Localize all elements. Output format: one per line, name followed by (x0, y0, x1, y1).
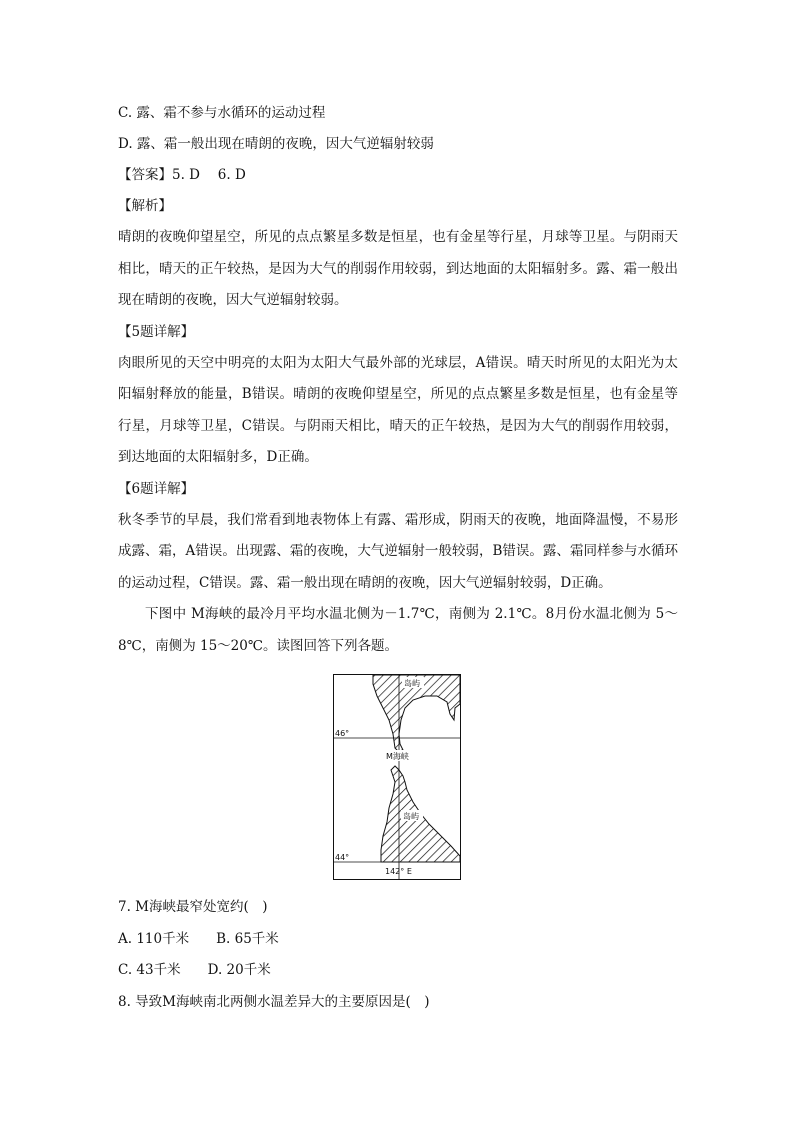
strait-map (333, 674, 461, 880)
question-7-stem: 7. M海峡最窄处宽约( ) (118, 899, 268, 915)
q6-text: 秋冬季节的早晨，我们常看到地表物体上有露、霜形成，阴雨天的夜晚，地面降温慢，不易形成露、霜，A错误。出现露、霜的夜晚，大气逆辐射一般较弱，B错误。露、霜同样参与水循环的运动过程，C错误。露、霜一般出现在晴朗的夜晚，因大气逆辐射较弱，D正确。 (118, 511, 678, 591)
option-c: C. 露、霜不参与水循环的运动过程 (118, 105, 326, 121)
intro-text: 下图中 M海峡的最冷月平均水温北侧为－1.7℃，南侧为 2.1℃。8月份水温北侧为 5～8℃，南侧为 15～20℃。读图回答下列各题。 (118, 606, 678, 654)
q7-option-a: A. 110千米 (118, 930, 190, 947)
analysis-text: 晴朗的夜晚仰望星空，所见的点点繁星多数是恒星，也有金星等行星，月球等卫星。与阴雨天相比，晴天的正午较热，是因为大气的削弱作用较弱，到达地面的太阳辐射多。露、霜一般出现在晴朗的夜晚，因大气逆辐射较弱。 (118, 229, 678, 308)
question-7-options-ab (118, 924, 678, 956)
q5-heading: 【5题详解】 (118, 323, 195, 340)
q6-heading: 【6题详解】 (118, 480, 195, 497)
label-lon-142: 142° E (385, 867, 412, 876)
analysis-heading: 【解析】 (118, 198, 172, 214)
q7-option-c: C. 43千米 (118, 962, 181, 978)
q7-option-d: D. 20千米 (207, 962, 271, 978)
label-lat-46: 46° (335, 729, 350, 738)
label-lat-44: 44° (335, 853, 350, 862)
question-7-options-cd (118, 955, 678, 987)
document-page (118, 98, 678, 1018)
map-figure (0, 674, 794, 884)
question-8-stem: 8. 导致M海峡南北两侧水温差异大的主要原因是( ) (118, 993, 430, 1010)
answer-line: 【答案】5. D 6. D (118, 167, 246, 183)
label-north-island: 岛屿 (404, 679, 420, 688)
option-d: D. 露、霜一般出现在晴朗的夜晚，因大气逆辐射较弱 (118, 136, 434, 152)
q7-option-b: B. 65千米 (216, 930, 279, 947)
q5-text: 肉眼所见的天空中明亮的太阳为太阳大气最外部的光球层，A错误。晴天时所见的太阳光为太阳辐射释放的能量，B错误。晴朗的夜晚仰望星空，所见的点点繁星多数是恒星，也有金星等行星，月球等卫星，C错误。与阴雨天相比，晴天的正午较热，是因为大气的削弱作用较弱，到达地面的太阳辐射多，D正确。 (118, 354, 678, 465)
label-south-island: 岛屿 (403, 812, 419, 821)
label-strait: M海峡 (386, 752, 409, 761)
